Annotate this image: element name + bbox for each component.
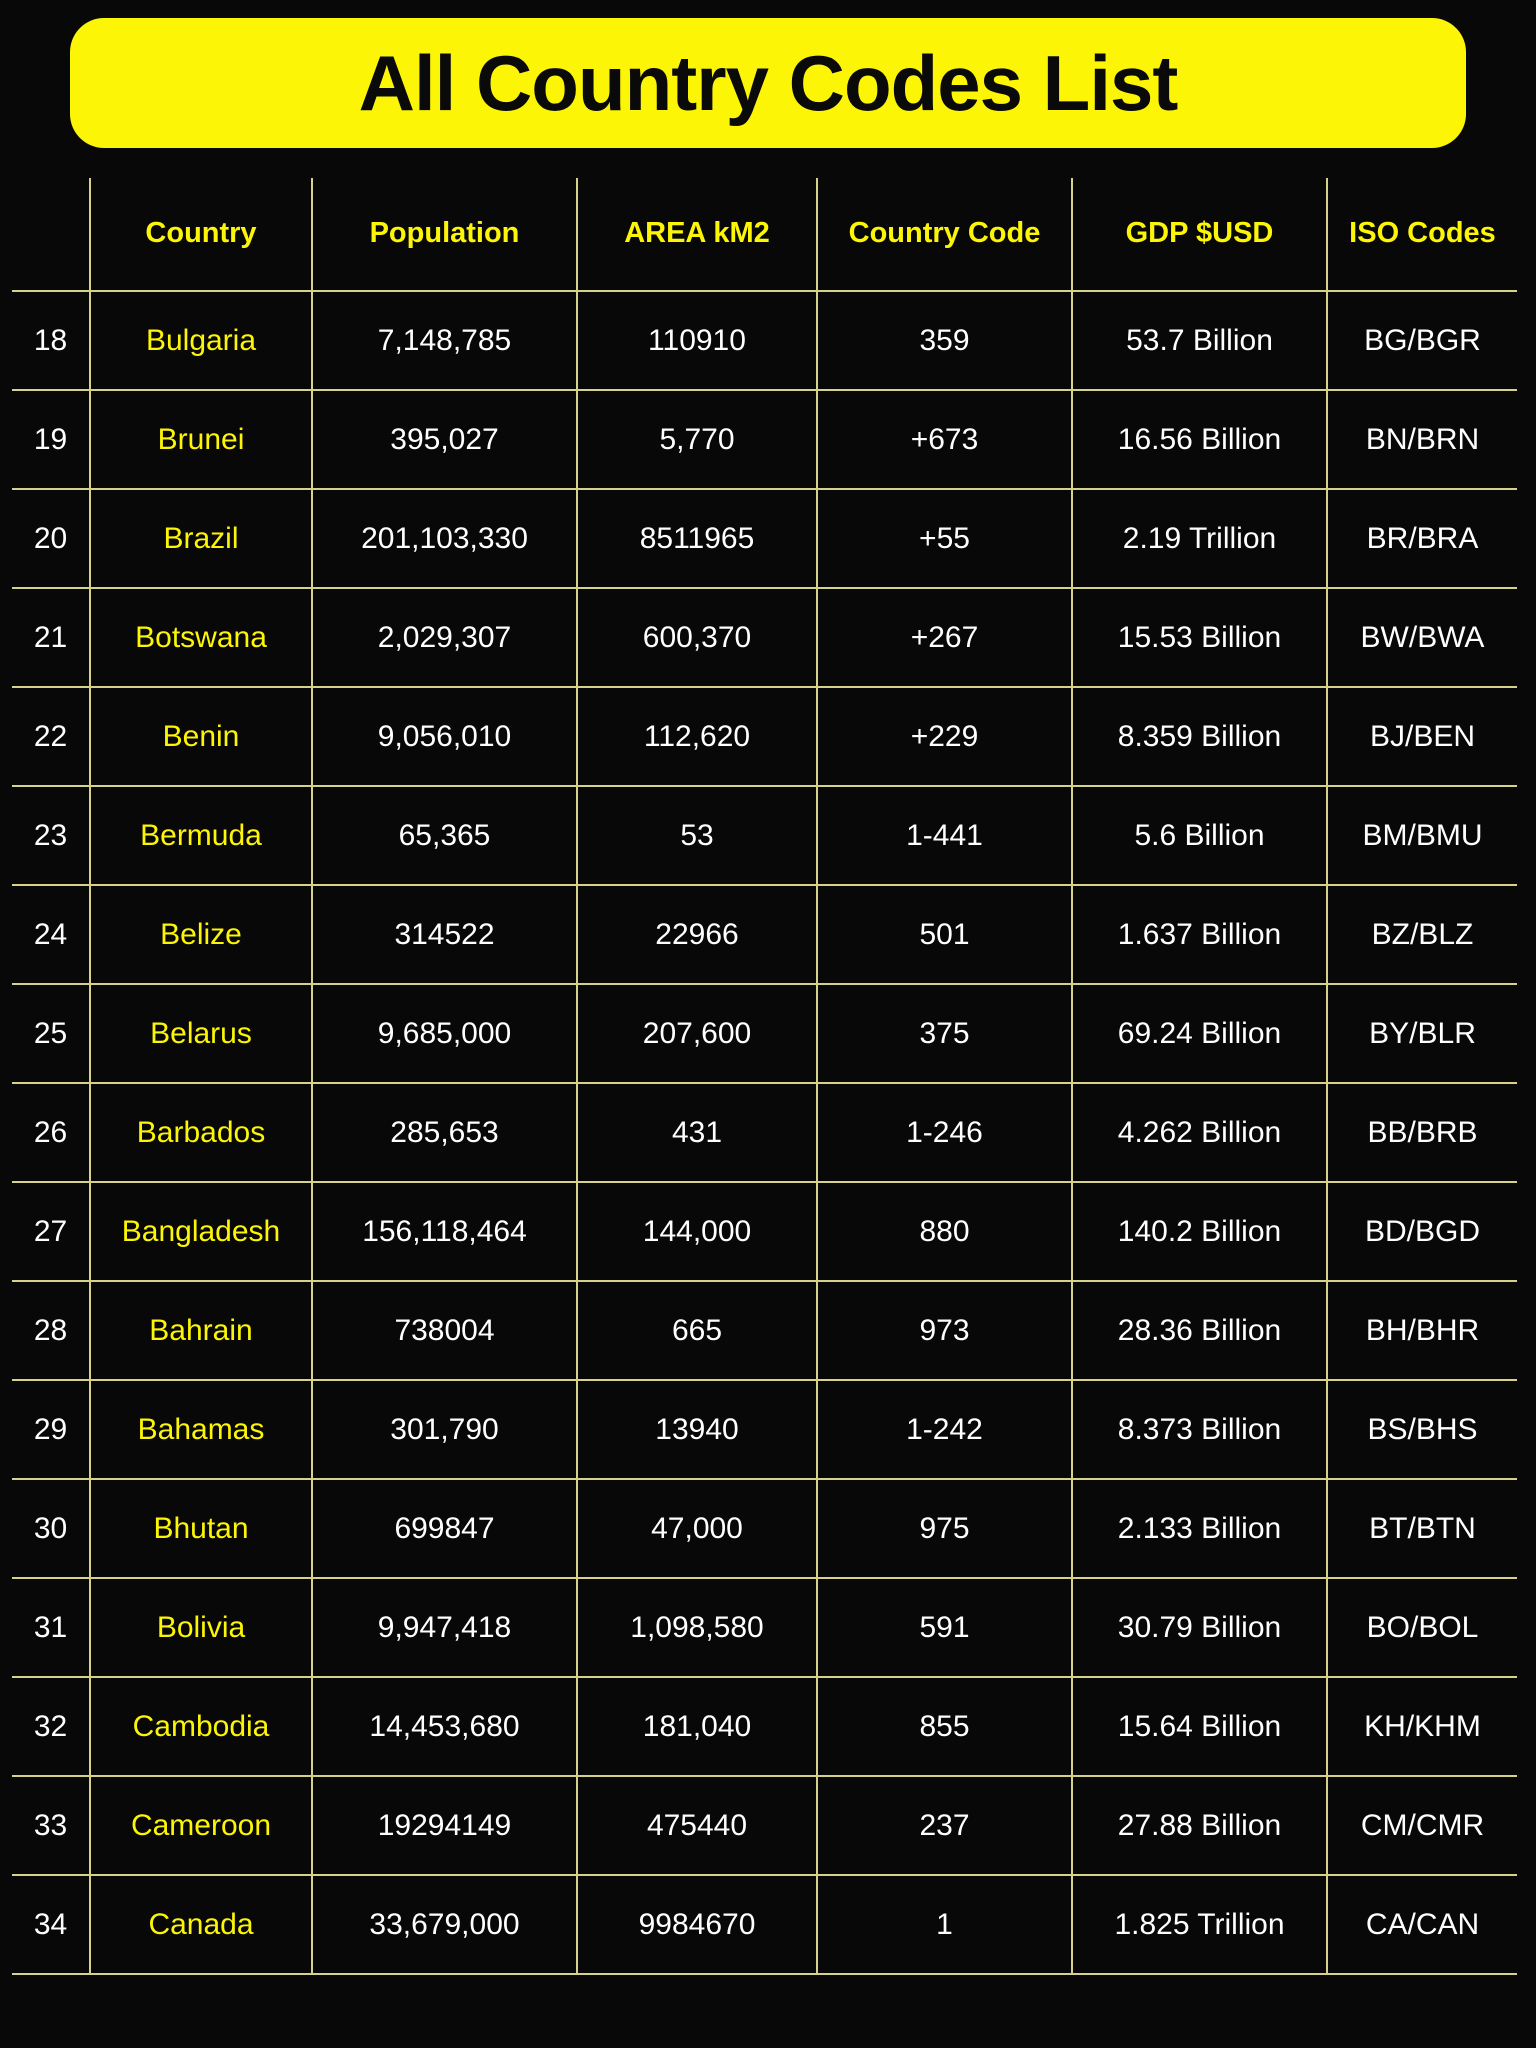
column-header-index <box>12 178 90 291</box>
cell-iso: BM/BMU <box>1327 786 1517 885</box>
cell-index: 23 <box>12 786 90 885</box>
cell-population: 9,056,010 <box>312 687 577 786</box>
cell-iso: BZ/BLZ <box>1327 885 1517 984</box>
column-header-country-code: Country Code <box>817 178 1072 291</box>
cell-index: 21 <box>12 588 90 687</box>
table-row <box>12 1578 1517 1677</box>
cell-population: 285,653 <box>312 1083 577 1182</box>
cell-iso: BO/BOL <box>1327 1578 1517 1677</box>
cell-gdp: 1.825 Trillion <box>1072 1875 1327 1974</box>
cell-population: 699847 <box>312 1479 577 1578</box>
cell-area: 665 <box>577 1281 817 1380</box>
table-row <box>12 885 1517 984</box>
table-row <box>12 390 1517 489</box>
cell-country-code: +267 <box>817 588 1072 687</box>
cell-country: Brazil <box>90 489 312 588</box>
table-header <box>12 178 1517 291</box>
table-row <box>12 1083 1517 1182</box>
page-title: All Country Codes List <box>358 39 1178 127</box>
cell-country: Canada <box>90 1875 312 1974</box>
cell-index: 19 <box>12 390 90 489</box>
cell-area: 47,000 <box>577 1479 817 1578</box>
cell-area: 1,098,580 <box>577 1578 817 1677</box>
cell-gdp: 8.359 Billion <box>1072 687 1327 786</box>
cell-area: 600,370 <box>577 588 817 687</box>
cell-index: 33 <box>12 1776 90 1875</box>
column-header-population: Population <box>312 178 577 291</box>
table-row <box>12 984 1517 1083</box>
cell-gdp: 2.133 Billion <box>1072 1479 1327 1578</box>
cell-country-code: 1-441 <box>817 786 1072 885</box>
cell-iso: CA/CAN <box>1327 1875 1517 1974</box>
cell-index: 29 <box>12 1380 90 1479</box>
cell-country-code: 1-246 <box>817 1083 1072 1182</box>
cell-population: 2,029,307 <box>312 588 577 687</box>
cell-area: 112,620 <box>577 687 817 786</box>
table-row <box>12 1479 1517 1578</box>
cell-index: 28 <box>12 1281 90 1380</box>
cell-index: 18 <box>12 291 90 390</box>
table-row <box>12 1380 1517 1479</box>
cell-index: 27 <box>12 1182 90 1281</box>
column-header-gdp: GDP $USD <box>1072 178 1327 291</box>
cell-iso: BY/BLR <box>1327 984 1517 1083</box>
cell-country: Bahamas <box>90 1380 312 1479</box>
cell-gdp: 15.64 Billion <box>1072 1677 1327 1776</box>
cell-country-code: 1 <box>817 1875 1072 1974</box>
cell-iso: BR/BRA <box>1327 489 1517 588</box>
cell-area: 207,600 <box>577 984 817 1083</box>
cell-population: 33,679,000 <box>312 1875 577 1974</box>
cell-gdp: 5.6 Billion <box>1072 786 1327 885</box>
title-section <box>0 0 1536 148</box>
cell-iso: BT/BTN <box>1327 1479 1517 1578</box>
cell-country-code: +673 <box>817 390 1072 489</box>
cell-country: Barbados <box>90 1083 312 1182</box>
cell-gdp: 28.36 Billion <box>1072 1281 1327 1380</box>
cell-population: 301,790 <box>312 1380 577 1479</box>
cell-country: Belize <box>90 885 312 984</box>
cell-country-code: 359 <box>817 291 1072 390</box>
cell-country: Bangladesh <box>90 1182 312 1281</box>
title-banner <box>70 18 1466 148</box>
table-row <box>12 1281 1517 1380</box>
table-row <box>12 1677 1517 1776</box>
cell-country: Brunei <box>90 390 312 489</box>
cell-gdp: 30.79 Billion <box>1072 1578 1327 1677</box>
cell-country: Bolivia <box>90 1578 312 1677</box>
table-body <box>12 291 1517 1974</box>
table-row <box>12 1776 1517 1875</box>
cell-country-code: 1-242 <box>817 1380 1072 1479</box>
cell-area: 110910 <box>577 291 817 390</box>
cell-area: 5,770 <box>577 390 817 489</box>
cell-index: 30 <box>12 1479 90 1578</box>
cell-index: 22 <box>12 687 90 786</box>
cell-iso: KH/KHM <box>1327 1677 1517 1776</box>
cell-country-code: 973 <box>817 1281 1072 1380</box>
cell-iso: BG/BGR <box>1327 291 1517 390</box>
cell-iso: BH/BHR <box>1327 1281 1517 1380</box>
cell-country-code: 975 <box>817 1479 1072 1578</box>
cell-country-code: +55 <box>817 489 1072 588</box>
cell-country: Bulgaria <box>90 291 312 390</box>
cell-gdp: 16.56 Billion <box>1072 390 1327 489</box>
table-row <box>12 291 1517 390</box>
cell-gdp: 53.7 Billion <box>1072 291 1327 390</box>
cell-index: 32 <box>12 1677 90 1776</box>
cell-gdp: 8.373 Billion <box>1072 1380 1327 1479</box>
cell-country: Cambodia <box>90 1677 312 1776</box>
column-header-area: AREA kM2 <box>577 178 817 291</box>
column-header-country: Country <box>90 178 312 291</box>
cell-population: 9,947,418 <box>312 1578 577 1677</box>
cell-iso: BB/BRB <box>1327 1083 1517 1182</box>
cell-index: 24 <box>12 885 90 984</box>
cell-population: 201,103,330 <box>312 489 577 588</box>
cell-gdp: 1.637 Billion <box>1072 885 1327 984</box>
table-row <box>12 1182 1517 1281</box>
cell-iso: BJ/BEN <box>1327 687 1517 786</box>
column-header-iso: ISO Codes <box>1327 178 1517 291</box>
cell-population: 7,148,785 <box>312 291 577 390</box>
cell-index: 20 <box>12 489 90 588</box>
cell-country: Cameroon <box>90 1776 312 1875</box>
cell-index: 25 <box>12 984 90 1083</box>
cell-country-code: 880 <box>817 1182 1072 1281</box>
cell-population: 314522 <box>312 885 577 984</box>
cell-area: 22966 <box>577 885 817 984</box>
cell-area: 53 <box>577 786 817 885</box>
cell-country-code: 375 <box>817 984 1072 1083</box>
cell-index: 26 <box>12 1083 90 1182</box>
cell-iso: BD/BGD <box>1327 1182 1517 1281</box>
cell-population: 156,118,464 <box>312 1182 577 1281</box>
table-header-row <box>12 178 1517 291</box>
table-row <box>12 687 1517 786</box>
country-codes-table <box>12 178 1517 1975</box>
table-row <box>12 489 1517 588</box>
cell-country-code: 855 <box>817 1677 1072 1776</box>
cell-iso: BW/BWA <box>1327 588 1517 687</box>
cell-country: Bermuda <box>90 786 312 885</box>
cell-area: 9984670 <box>577 1875 817 1974</box>
cell-gdp: 4.262 Billion <box>1072 1083 1327 1182</box>
cell-population: 9,685,000 <box>312 984 577 1083</box>
table-row <box>12 1875 1517 1974</box>
cell-area: 475440 <box>577 1776 817 1875</box>
cell-country: Bhutan <box>90 1479 312 1578</box>
cell-country: Belarus <box>90 984 312 1083</box>
cell-iso: BN/BRN <box>1327 390 1517 489</box>
cell-area: 431 <box>577 1083 817 1182</box>
cell-country: Botswana <box>90 588 312 687</box>
cell-population: 65,365 <box>312 786 577 885</box>
cell-country-code: 591 <box>817 1578 1072 1677</box>
cell-gdp: 15.53 Billion <box>1072 588 1327 687</box>
cell-population: 395,027 <box>312 390 577 489</box>
cell-area: 144,000 <box>577 1182 817 1281</box>
cell-gdp: 69.24 Billion <box>1072 984 1327 1083</box>
cell-country: Benin <box>90 687 312 786</box>
cell-iso: BS/BHS <box>1327 1380 1517 1479</box>
cell-population: 738004 <box>312 1281 577 1380</box>
table-row <box>12 786 1517 885</box>
cell-population: 19294149 <box>312 1776 577 1875</box>
cell-iso: CM/CMR <box>1327 1776 1517 1875</box>
cell-population: 14,453,680 <box>312 1677 577 1776</box>
cell-country: Bahrain <box>90 1281 312 1380</box>
cell-area: 181,040 <box>577 1677 817 1776</box>
cell-area: 8511965 <box>577 489 817 588</box>
cell-country-code: +229 <box>817 687 1072 786</box>
cell-index: 34 <box>12 1875 90 1974</box>
cell-country-code: 237 <box>817 1776 1072 1875</box>
cell-index: 31 <box>12 1578 90 1677</box>
cell-country-code: 501 <box>817 885 1072 984</box>
cell-area: 13940 <box>577 1380 817 1479</box>
cell-gdp: 140.2 Billion <box>1072 1182 1327 1281</box>
table-row <box>12 588 1517 687</box>
cell-gdp: 27.88 Billion <box>1072 1776 1327 1875</box>
cell-gdp: 2.19 Trillion <box>1072 489 1327 588</box>
